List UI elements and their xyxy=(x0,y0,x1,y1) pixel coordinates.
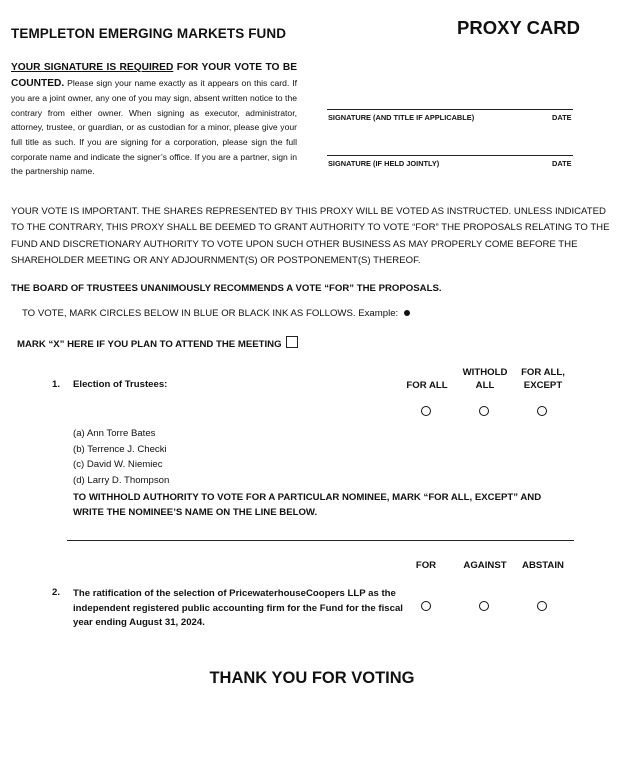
signature-instructions xyxy=(11,60,297,179)
attend-meeting-checkbox[interactable] xyxy=(286,336,298,348)
attend-meeting-row xyxy=(17,336,298,350)
for-all-except-radio[interactable] xyxy=(537,406,547,416)
nominee-exception-write-line[interactable] xyxy=(67,540,574,541)
attend-meeting-text: MARK “X” HERE IF YOU PLAN TO ATTEND THE MEETING xyxy=(17,339,282,350)
fund-name: TEMPLETON EMERGING MARKETS FUND xyxy=(11,26,287,41)
for-all-radio[interactable] xyxy=(421,406,431,416)
abstain-header: ABSTAIN xyxy=(522,560,564,571)
withhold-all-radio[interactable] xyxy=(479,406,489,416)
joint-signature-date-label: DATE xyxy=(552,159,572,168)
card-title: PROXY CARD xyxy=(457,17,581,38)
for-header: FOR xyxy=(415,560,437,571)
joint-signature-label: SIGNATURE (IF HELD JOINTLY) xyxy=(328,159,440,168)
signature-label: SIGNATURE (AND TITLE IF APPLICABLE) xyxy=(328,113,475,122)
proposal-1-title: Election of Trustees: xyxy=(73,379,168,390)
signature-date-label: DATE xyxy=(552,113,572,122)
proposal-2-number: 2. xyxy=(52,587,61,598)
thank-you-message: THANK YOU FOR VOTING xyxy=(209,669,415,687)
important-notice: YOUR VOTE IS IMPORTANT. THE SHARES REPRESENTED BY THIS PROXY WILL BE VOTED AS INSTRUCTED. UNLESS INDICATED TO THE CONTRARY, THIS PROXY SHALL BE DEEMED TO GRANT AUTHORITY TO VOTE “FOR” THE PROPOSALS RELATING TO THE FUND AND DISCRETIONARY AUTHORITY TO VOTE UPON SUCH OTHER BUSINESS AS MAY PROPERLY COME BEFORE THE SHAREHOLDER MEETING OR ANY ADJOURNMENT(S) OR POSTPONEMENT(S) THEREOF. xyxy=(11,206,610,267)
nominee-item: (d) Larry D. Thompson xyxy=(73,474,170,486)
for-all-except-header: FOR ALL, EXCEPT xyxy=(521,367,565,391)
withhold-all-header: WITHOLD ALL xyxy=(462,367,508,391)
abstain-radio[interactable] xyxy=(537,601,547,611)
proposal-2-title: The ratification of the selection of PricewaterhouseCoopers LLP as the independent registered public accounting firm for the Fund for the fiscal year ending August 31, 2024. xyxy=(73,588,403,628)
against-radio[interactable] xyxy=(479,601,489,611)
nominee-item: (a) Ann Torre Bates xyxy=(73,428,156,439)
filled-circle-example-icon xyxy=(404,310,410,316)
withhold-instruction: TO WITHHOLD AUTHORITY TO VOTE FOR A PARTICULAR NOMINEE, MARK “FOR ALL, EXCEPT” AND WRITE THE NOMINEE’S NAME ON THE LINE BELOW. xyxy=(73,492,542,518)
mark-instruction xyxy=(22,308,410,319)
nominee-list xyxy=(73,426,169,488)
for-all-header: FOR ALL xyxy=(406,380,448,391)
nominee-item: (b) Terrence J. Checki xyxy=(73,443,167,455)
joint-signature-line[interactable] xyxy=(327,155,573,156)
signature-required-text: YOUR SIGNATURE IS REQUIRED xyxy=(11,62,174,73)
mark-instruction-text: TO VOTE, MARK CIRCLES BELOW IN BLUE OR BLACK INK AS FOLLOWS. Example: xyxy=(22,308,399,319)
vote-counted-text: FOR YOUR VOTE TO BE COUNTED. xyxy=(11,62,298,89)
signature-instructions-body: Please sign your name exactly as it appears on this card. If you are a joint owner, any one of you may sign, absent written notice to the contrary from either owner. When signing as executor, administrator, attorney, trustee, or guardian, or as custodian for a minor, please give your full title as such. If you are signing for a corporation, please sign the full corporate name and indicate the signer’s office. If you are a partner, sign in the partnership name. xyxy=(11,77,297,177)
for-radio[interactable] xyxy=(421,601,431,611)
nominee-item: (c) David W. Niemiec xyxy=(73,459,163,470)
proposal-1-number: 1. xyxy=(52,379,61,390)
board-recommendation: THE BOARD OF TRUSTEES UNANIMOUSLY RECOMMENDS A VOTE “FOR” THE PROPOSALS. xyxy=(11,283,442,294)
signature-line[interactable] xyxy=(327,109,573,110)
against-header: AGAINST xyxy=(463,560,507,571)
